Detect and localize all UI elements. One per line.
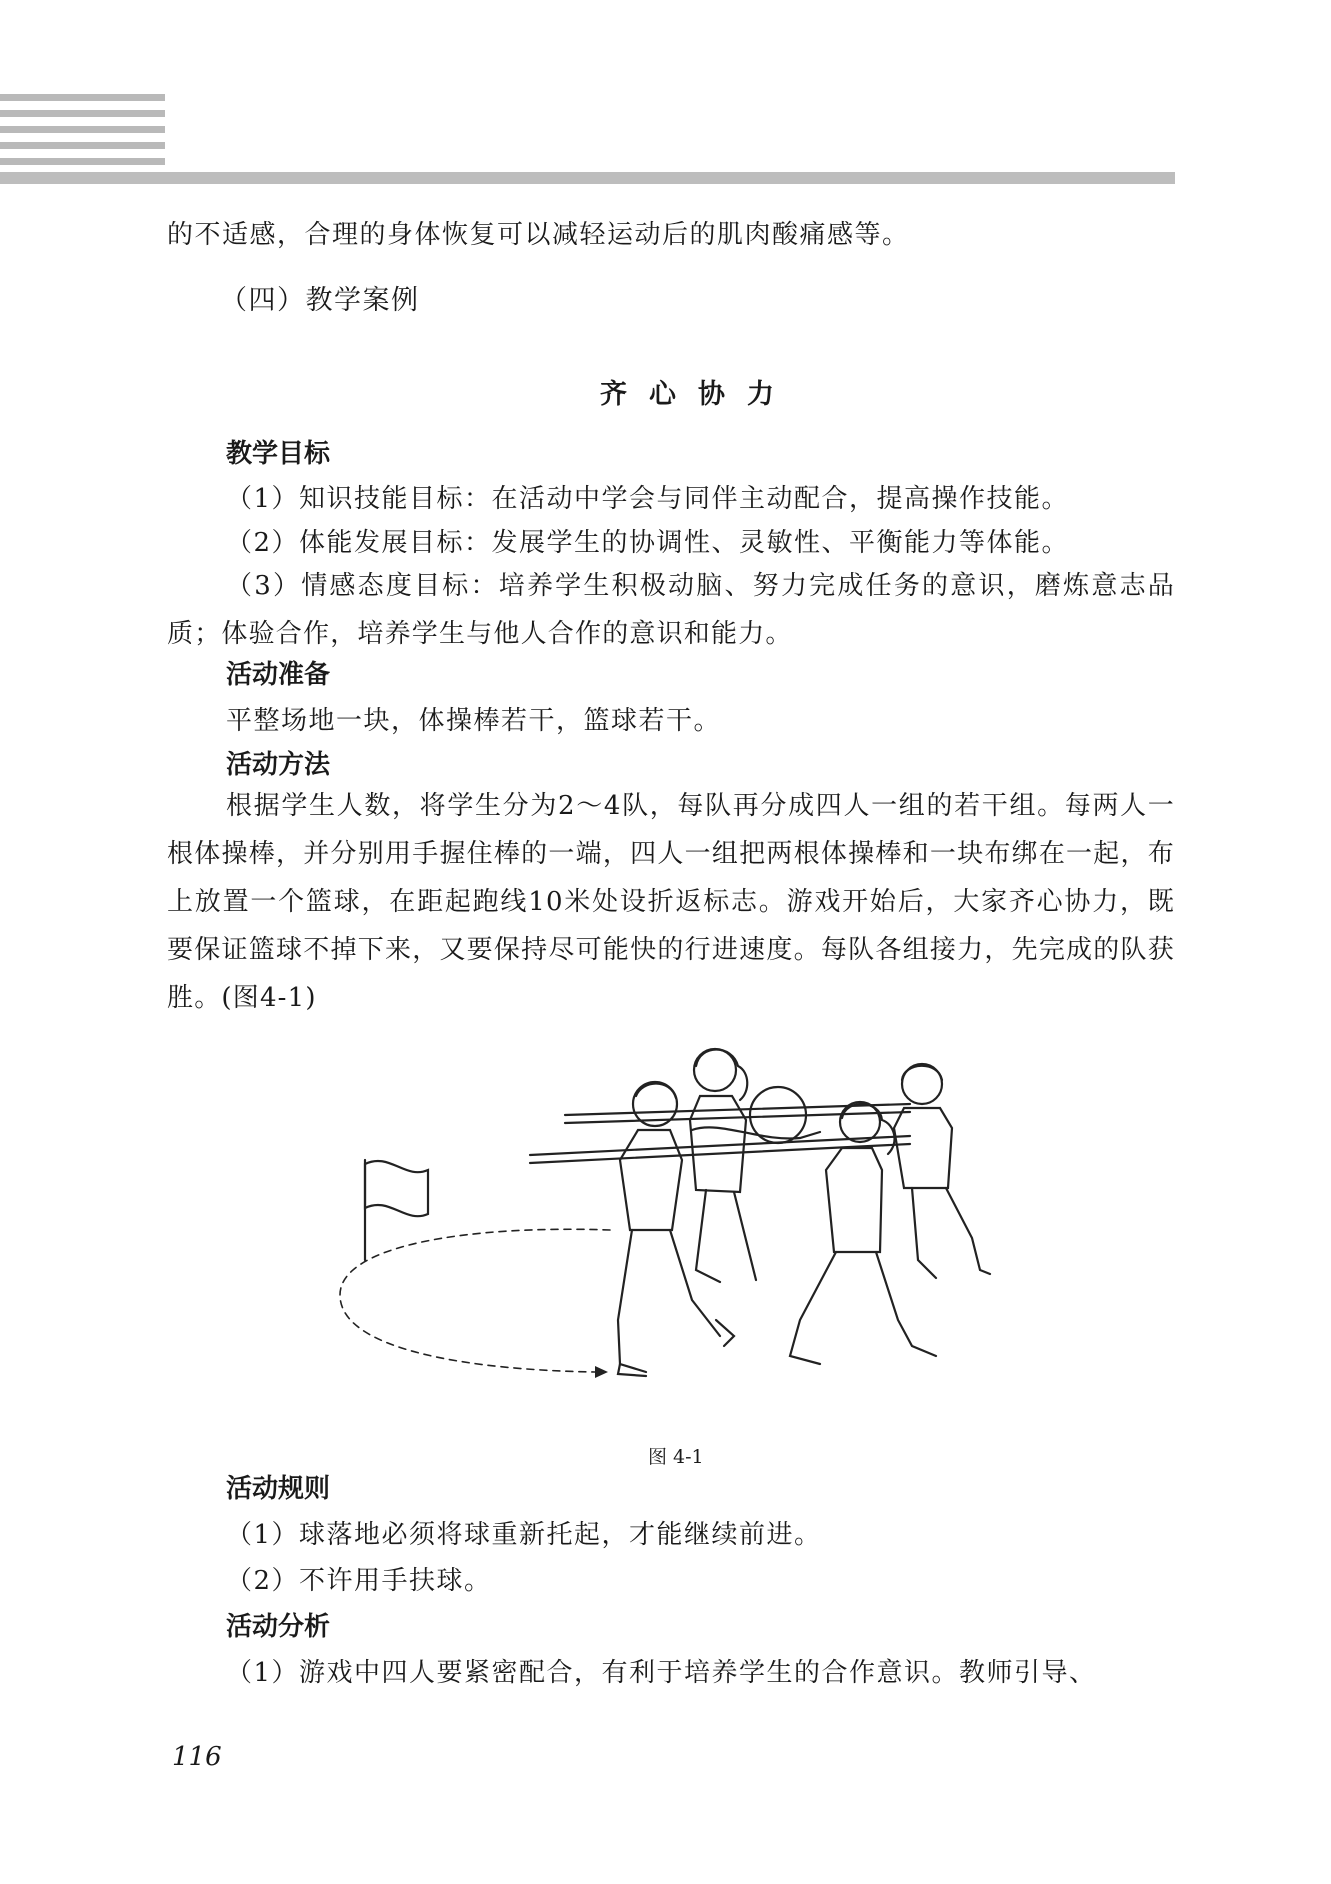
rule-item: （1）球落地必须将球重新托起，才能继续前进。 bbox=[226, 1520, 822, 1550]
header-decoration bbox=[0, 0, 1331, 200]
method-heading: 活动方法 bbox=[226, 750, 331, 780]
header-rule bbox=[0, 172, 1175, 184]
figure-illustration bbox=[320, 1020, 1020, 1420]
prep-text: 平整场地一块，体操棒若干，篮球若干。 bbox=[226, 706, 722, 736]
header-stripe bbox=[0, 142, 165, 149]
analysis-heading: 活动分析 bbox=[226, 1612, 331, 1642]
section-heading: （四）教学案例 bbox=[220, 285, 420, 316]
analysis-item: （1）游戏中四人要紧密配合，有利于培养学生的合作意识。教师引导、 bbox=[226, 1658, 1097, 1688]
arrow-head-icon bbox=[595, 1366, 608, 1378]
running-path bbox=[340, 1229, 610, 1372]
header-stripe bbox=[0, 158, 165, 165]
goals-heading: 教学目标 bbox=[226, 439, 331, 469]
header-stripe bbox=[0, 94, 165, 101]
method-text: 根据学生人数，将学生分为2～4队，每队再分成四人一组的若干组。每两人一根体操棒，并分别用手握住棒的一端，四人一组把两根体操棒和一块布绑在一起，布上放置一个篮球，在距起跑线10米处设折返标志。游戏开始后，大家齐心协力，既要保证篮球不掉下来，又要保持尽可能快的行进速度。每队各组接力，先完成的队获胜。(图4-1) bbox=[167, 791, 1175, 1013]
figure-caption: 图 4-1 bbox=[648, 1446, 704, 1468]
case-title: 齐心协力 bbox=[600, 379, 796, 410]
goal-item: （2）体能发展目标：发展学生的协调性、灵敏性、平衡能力等体能。 bbox=[226, 528, 1070, 558]
rules-heading: 活动规则 bbox=[226, 1474, 331, 1504]
header-stripe bbox=[0, 110, 165, 117]
intro-line: 的不适感，合理的身体恢复可以减轻运动后的肌肉酸痛感等。 bbox=[167, 220, 910, 250]
header-stripe bbox=[0, 126, 165, 133]
prep-heading: 活动准备 bbox=[226, 660, 331, 690]
gym-stick bbox=[530, 1136, 910, 1155]
rule-item: （2）不许用手扶球。 bbox=[226, 1566, 492, 1596]
goal-item: （1）知识技能目标：在活动中学会与同伴主动配合，提高操作技能。 bbox=[226, 484, 1070, 514]
page-number: 116 bbox=[172, 1742, 222, 1772]
flag-icon bbox=[365, 1161, 428, 1216]
goal-item: （3）情感态度目标：培养学生积极动脑、努力完成任务的意识，磨炼意志品质；体验合作，培养学生与他人合作的意识和能力。 bbox=[167, 571, 1175, 649]
